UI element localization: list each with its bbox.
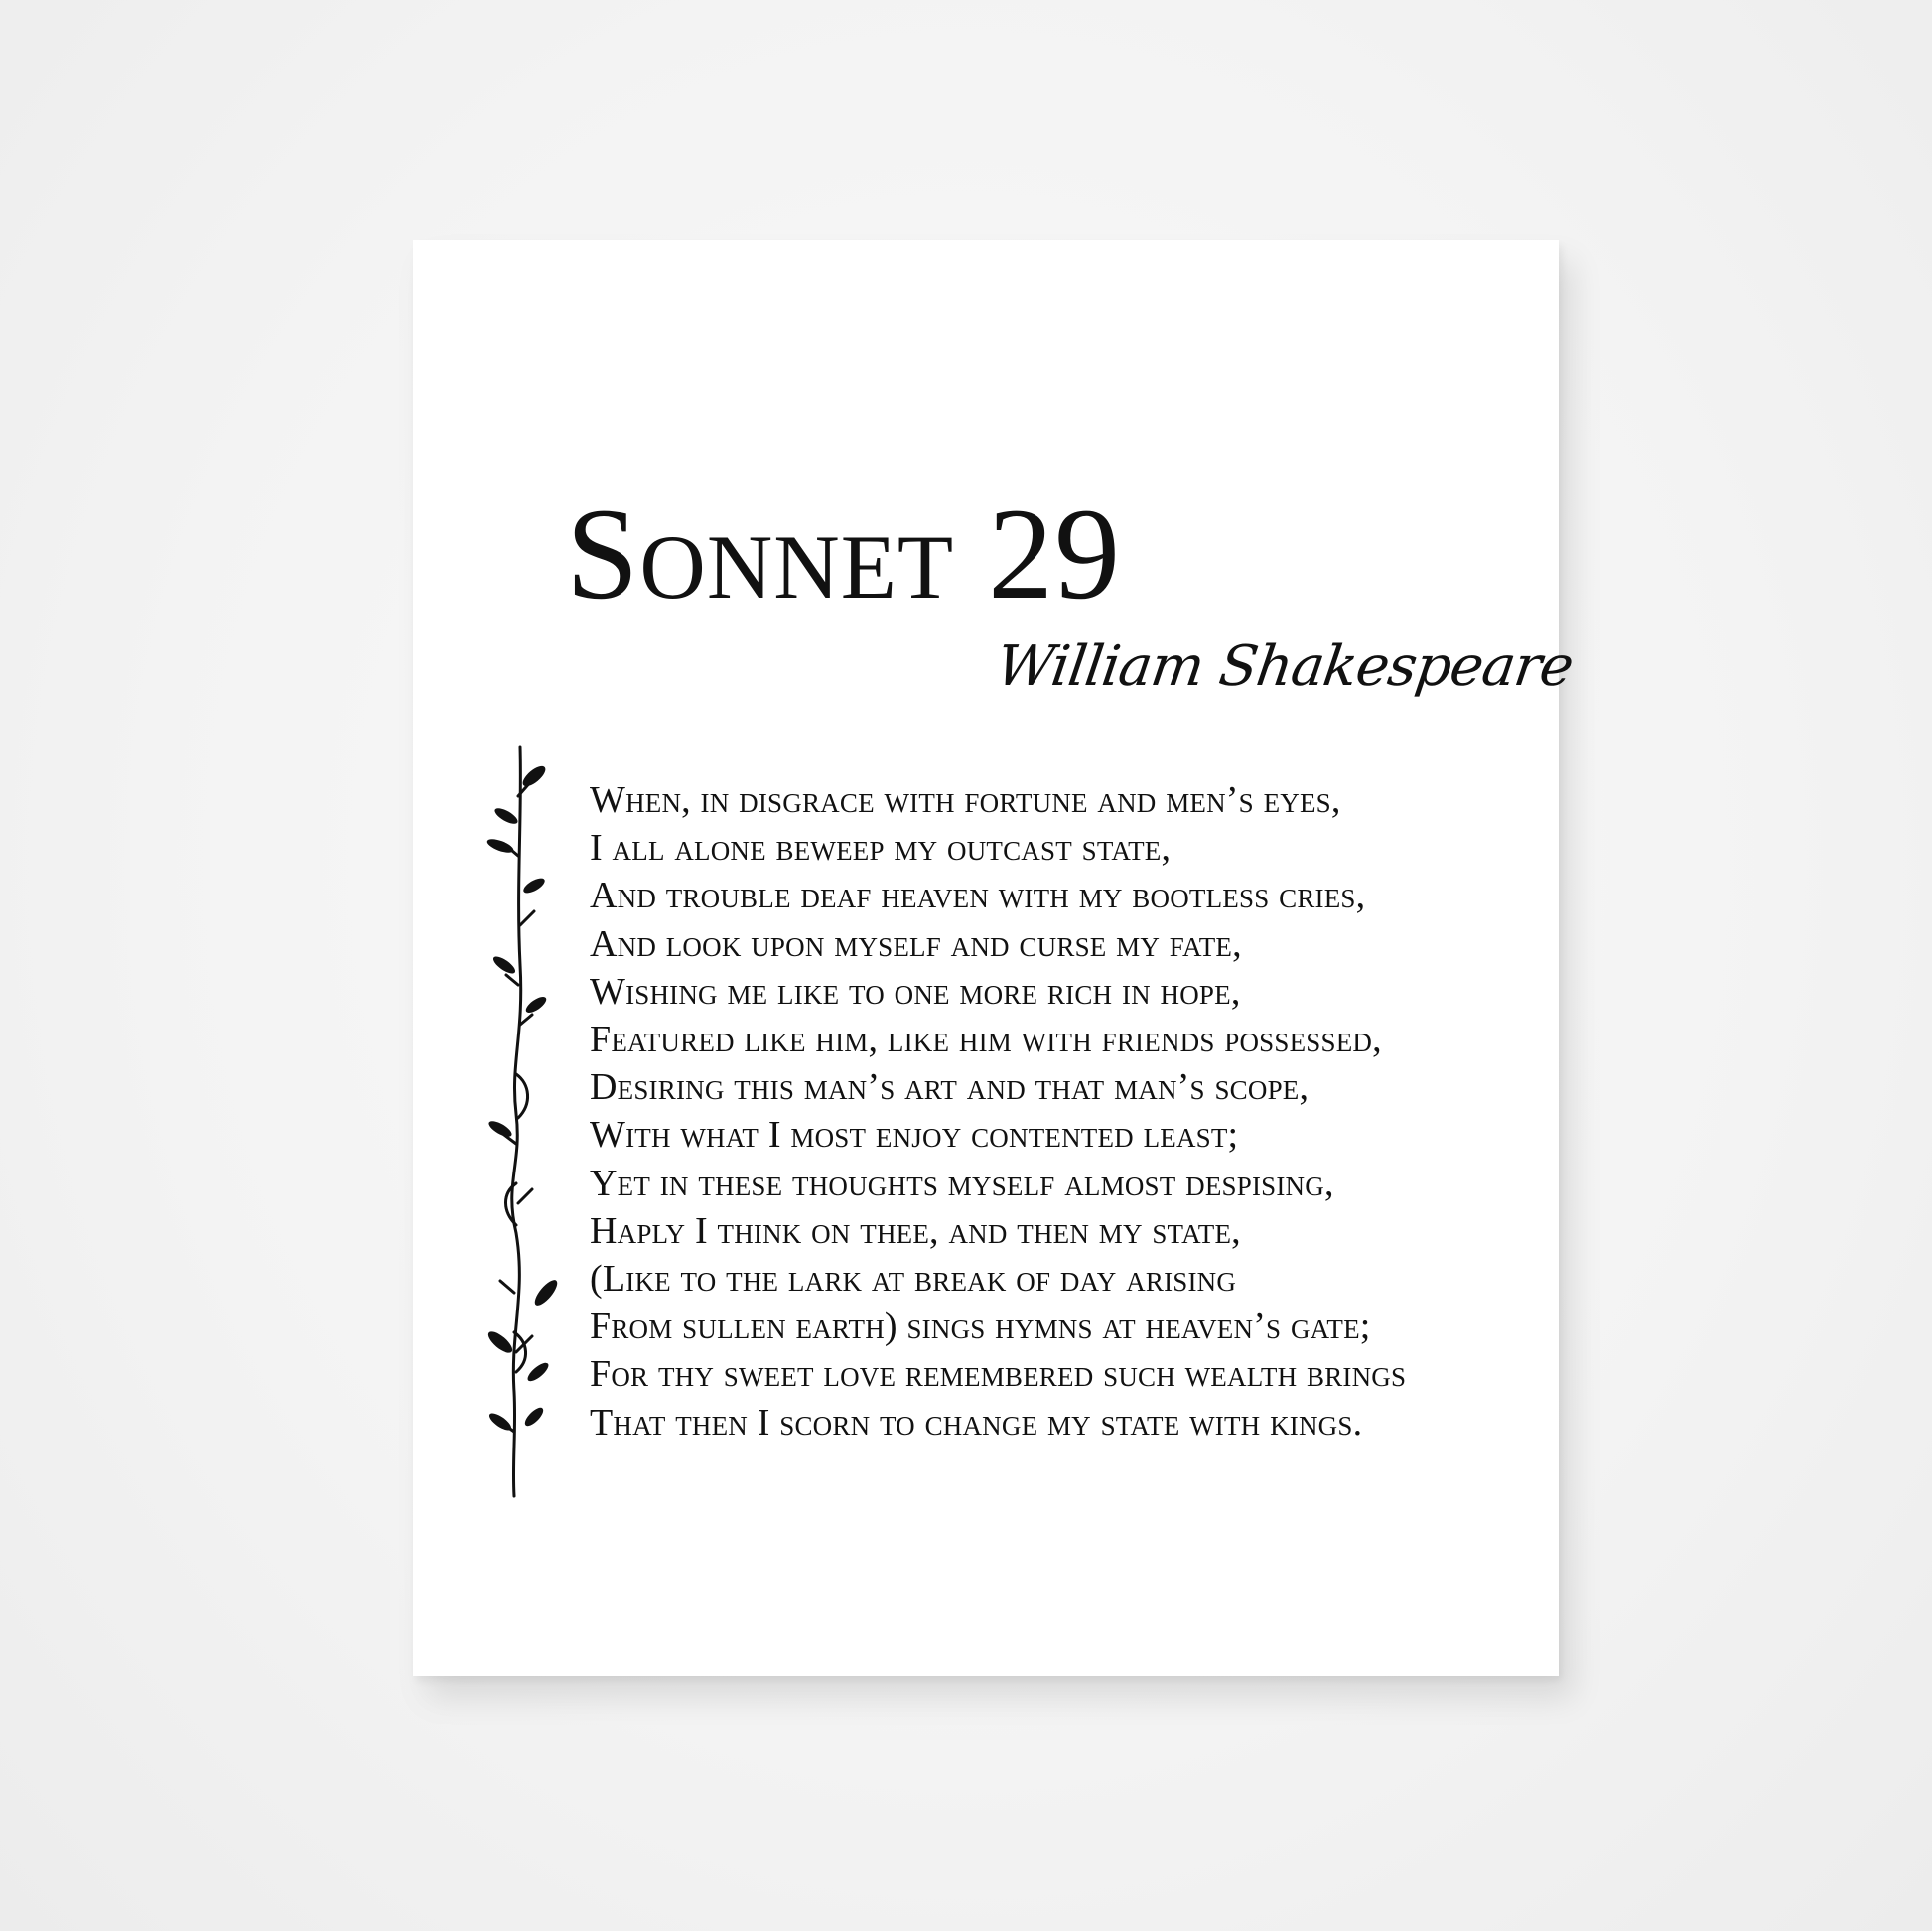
poem-line: Featured like him, like him with friends possessed, xyxy=(590,1019,1382,1061)
poem-line: With what I most enjoy contented least; xyxy=(590,1114,1239,1157)
poem-line: When, in disgrace with fortune and men’s eyes, xyxy=(590,779,1341,821)
poem-line: (Like to the lark at break of day arising xyxy=(590,1258,1237,1301)
poem-line: Wishing me like to one more rich in hope, xyxy=(590,970,1241,1013)
poem-line: Haply I think on thee, and then my state, xyxy=(590,1209,1241,1252)
poem-line: Yet in these thoughts myself almost despising, xyxy=(590,1162,1334,1204)
poem-line: I all alone beweep my outcast state, xyxy=(590,827,1172,870)
poem-line: And look upon myself and curse my fate, xyxy=(590,922,1242,965)
poem-line: That then I scorn to change my state with kings. xyxy=(590,1401,1363,1444)
poem-print xyxy=(413,240,1578,1676)
vine-illustration xyxy=(461,737,570,1501)
poem-line: And trouble deaf heaven with my bootless cries, xyxy=(590,875,1366,917)
poem-line: For thy sweet love remembered such wealth brings xyxy=(590,1353,1407,1396)
poem-line: Desiring this man’s art and that man’s scope, xyxy=(590,1066,1310,1109)
author-signature: William Shakespeare xyxy=(992,634,1578,699)
page-title: Sonnet 29 xyxy=(566,481,1122,626)
poem-lines xyxy=(590,776,1406,1447)
poem-line: From sullen earth) sings hymns at heaven’s gate; xyxy=(590,1306,1371,1348)
